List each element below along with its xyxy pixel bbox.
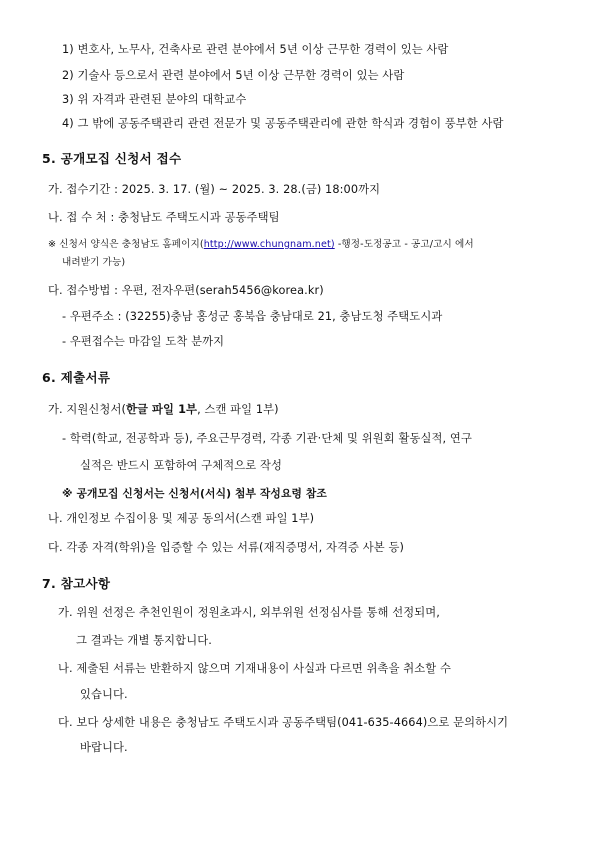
section7-a-line2: 그 결과는 개별 통지합니다. (76, 634, 212, 647)
section7-c-line1: 다. 보다 상세한 내용은 충청남도 주택도시과 공동주택팀(041-635-4664)으로 문의하시기 (58, 716, 509, 729)
chungnam-homepage-link[interactable]: http://www.chungnam.net) (203, 239, 335, 250)
section5-heading: 5. 공개모집 신청서 접수 (42, 151, 182, 166)
form-note-suffix: -행정-도정공고 - 공고/고시 에서 (334, 239, 474, 250)
section6-detail-line1: - 학력(학교, 전공학과 등), 주요근무경력, 각종 기관·단체 및 위원회 활동실적, 연구 (62, 432, 472, 445)
section6-item-a (48, 403, 279, 417)
section6-item-b: 나. 개인정보 수집이용 및 제공 동의서(스캔 파일 1부) (48, 512, 315, 525)
section6-heading: 6. 제출서류 (42, 370, 111, 385)
qualification-item-4: 4) 그 밖에 공동주택관리 관련 전문가 및 공동주택관리에 관한 학식과 경험이 풍부한 사람 (62, 117, 504, 130)
section5-form-note (48, 238, 474, 252)
section5-period: 가. 접수기간 : 2025. 3. 17. (월) ~ 2025. 3. 28.(금) 18:00까지 (48, 183, 381, 196)
qualification-item-2: 2) 기술사 등으로서 관련 분야에서 5년 이상 근무한 경력이 있는 사람 (62, 69, 405, 82)
section5-address: - 우편주소 : (32255)충남 홍성군 홍북읍 충남대로 21, 충남도청 주택도시과 (62, 310, 443, 323)
section7-c-line2: 바랍니다. (80, 741, 128, 754)
section5-deadline: - 우편접수는 마감일 도착 분까지 (62, 335, 225, 348)
item-a-prefix: 가. 지원신청서( (48, 403, 126, 416)
form-note-prefix: ※ 신청서 양식은 충청남도 홈페이지( (48, 239, 204, 250)
section6-detail-line2: 실적은 반드시 포함하여 구체적으로 작성 (80, 459, 282, 472)
section7-b-line1: 나. 제출된 서류는 반환하지 않으며 기재내용이 사실과 다르면 위촉을 취소할 수 (58, 662, 452, 675)
section5-place: 나. 접 수 처 : 충청남도 주택도시과 공동주택팀 (48, 211, 280, 224)
section5-form-note-cont: 내려받기 가능) (62, 257, 126, 268)
qualification-item-3: 3) 위 자격과 관련된 분야의 대학교수 (62, 93, 247, 106)
qualification-item-1: 1) 변호사, 노무사, 건축사로 관련 분야에서 5년 이상 근무한 경력이 있는 사람 (62, 43, 449, 56)
section6-bold-note: ※ 공개모집 신청서는 신청서(서식) 첨부 작성요령 참조 (62, 487, 327, 500)
section7-a-line1: 가. 위원 선정은 추천인원이 정원초과시, 외부위원 선정심사를 통해 선정되며, (58, 606, 440, 619)
item-a-suffix: , 스캔 파일 1부) (197, 403, 279, 416)
section7-b-line2: 있습니다. (80, 688, 128, 701)
item-a-bold: 한글 파일 1부 (125, 403, 198, 416)
section7-heading: 7. 참고사항 (42, 576, 111, 591)
section6-item-c: 다. 각종 자격(학위)을 입증할 수 있는 서류(재직증명서, 자격증 사본 등) (48, 541, 404, 554)
section5-method: 다. 접수방법 : 우편, 전자우편(serah5456@korea.kr) (48, 284, 324, 297)
